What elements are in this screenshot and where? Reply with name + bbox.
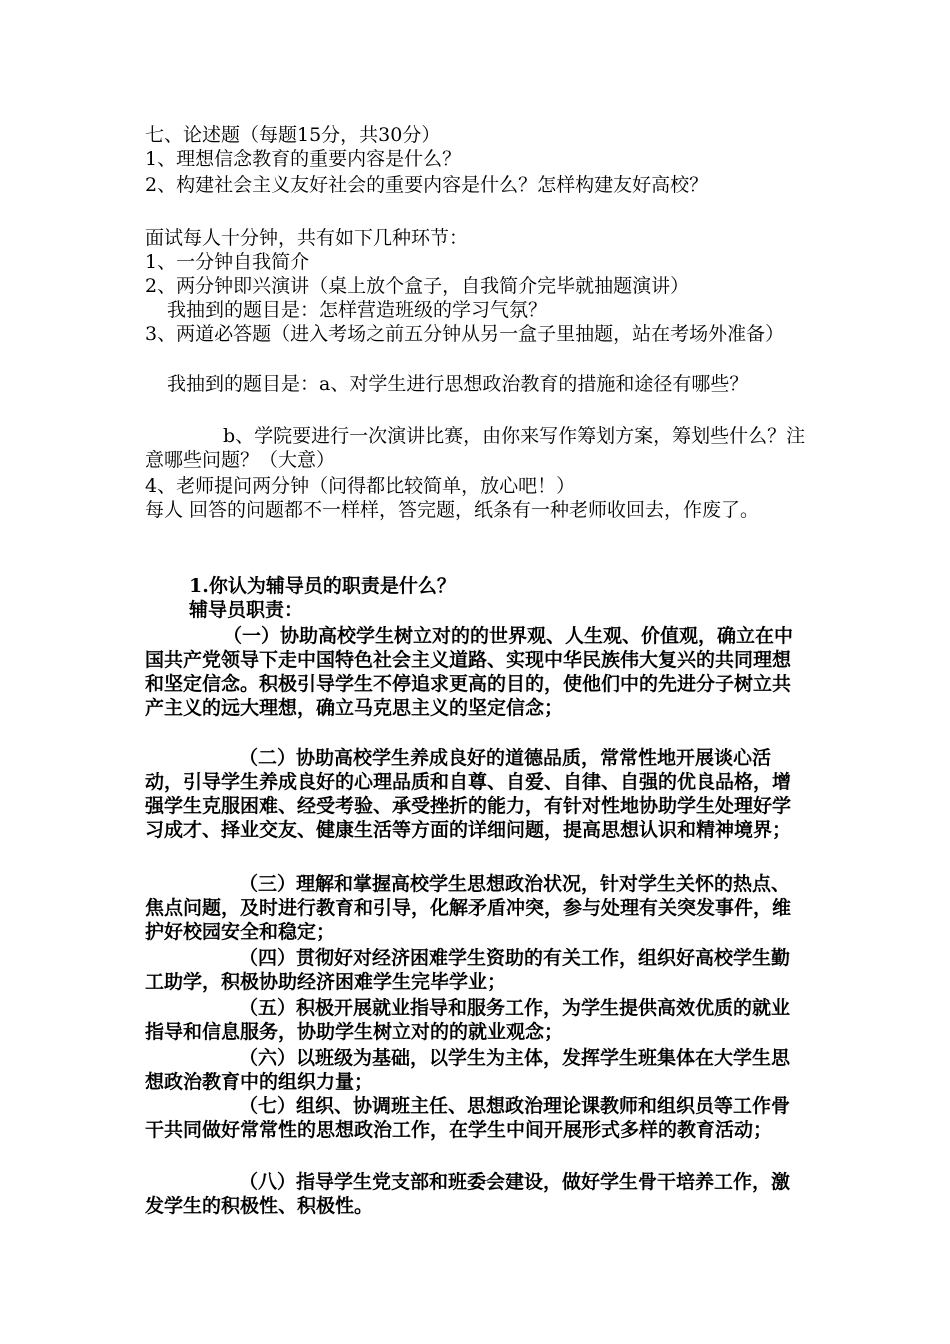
interview-step-2: 2、两分钟即兴演讲（桌上放个盒子，自我简介完毕就抽题演讲） bbox=[145, 275, 690, 297]
essay-section-heading: 七、论述题（每题15分，共30分） bbox=[145, 124, 441, 146]
duty-item: （一）协助高校学生树立对的的世界观、人生观、价值观，确立在中国共产党领导下走中国特色社会主义道路、实现中华民族伟大复兴的共同理想和坚定信念。积极引导学生不停追求更高的目的，使他们中的先进分子树立共产主义的远大理想，确立马克思主义的坚定信念； bbox=[145, 625, 794, 719]
duty-item: （六）以班级为基础，以学生为主体，发挥学生班集体在大学生思想政治教育中的组织力量； bbox=[145, 1047, 791, 1093]
counselor-answer-label: 辅导员职责： bbox=[189, 599, 304, 621]
interview-note: 每人 回答的问题都不一样样，答完题，纸条有一种老师收回去，作废了。 bbox=[145, 499, 760, 521]
interview-step-4: 4、老师提问两分钟（问得都比较简单，放心吧！） bbox=[145, 475, 576, 497]
interview-step-2-topic: 我抽到的题目是：怎样营造班级的学习气氛？ bbox=[167, 299, 548, 321]
duty-item: （五）积极开展就业指导和服务工作，为学生提供高效优质的就业指导和信息服务，协助学生树立对的的就业观念； bbox=[145, 997, 791, 1043]
duty-item: （四）贯彻好对经济困难学生资助的有关工作，组织好高校学生勤工助学，积极协助经济困难学生完毕学业； bbox=[145, 947, 791, 993]
counselor-question: 1.你认为辅导员的职责是什么？ bbox=[189, 575, 456, 597]
duty-item: （二）协助高校学生养成良好的道德品质，常常性地开展谈心活动，引导学生养成良好的心理品质和自尊、自爱、自律、自强的优良品格，增强学生克服困难、经受考验、承受挫折的能力，有针对性地协助学生处理好学习成才、择业交友、健康生活等方面的详细问题，提高思想认识和精神境界； bbox=[145, 747, 792, 841]
interview-intro: 面试每人十分钟，共有如下几种环节： bbox=[145, 227, 469, 249]
duty-item: （八）指导学生党支部和班委会建设，做好学生骨干培养工作，激发学生的积极性、积极性。 bbox=[145, 1171, 791, 1217]
interview-step-1: 1、一分钟自我简介 bbox=[145, 251, 310, 273]
duty-item: （三）理解和掌握高校学生思想政治状况，针对学生关怀的热点、焦点问题，及时进行教育和引导，化解矛盾冲突，参与处理有关突发事件，维护好校园安全和稳定； bbox=[145, 873, 792, 943]
essay-question-2: 2、构建社会主义友好社会的重要内容是什么？怎样构建友好高校？ bbox=[145, 174, 709, 196]
interview-step-3-topic-a: 我抽到的题目是：a、对学生进行思想政治教育的措施和途径有哪些？ bbox=[167, 373, 749, 395]
interview-step-3: 3、两道必答题（进入考场之前五分钟从另一盒子里抽题，站在考场外准备） bbox=[145, 323, 785, 345]
interview-step-3-topic-b: b、学院要进行一次演讲比赛，由你来写作筹划方案，筹划些什么？注意哪些问题？（大意） bbox=[145, 425, 806, 471]
duty-item: （七）组织、协调班主任、思想政治理论课教师和组织员等工作骨干共同做好常常性的思想政治工作，在学生中间开展形式多样的教育活动； bbox=[145, 1095, 791, 1141]
essay-question-1: 1、理想信念教育的重要内容是什么？ bbox=[145, 148, 462, 170]
